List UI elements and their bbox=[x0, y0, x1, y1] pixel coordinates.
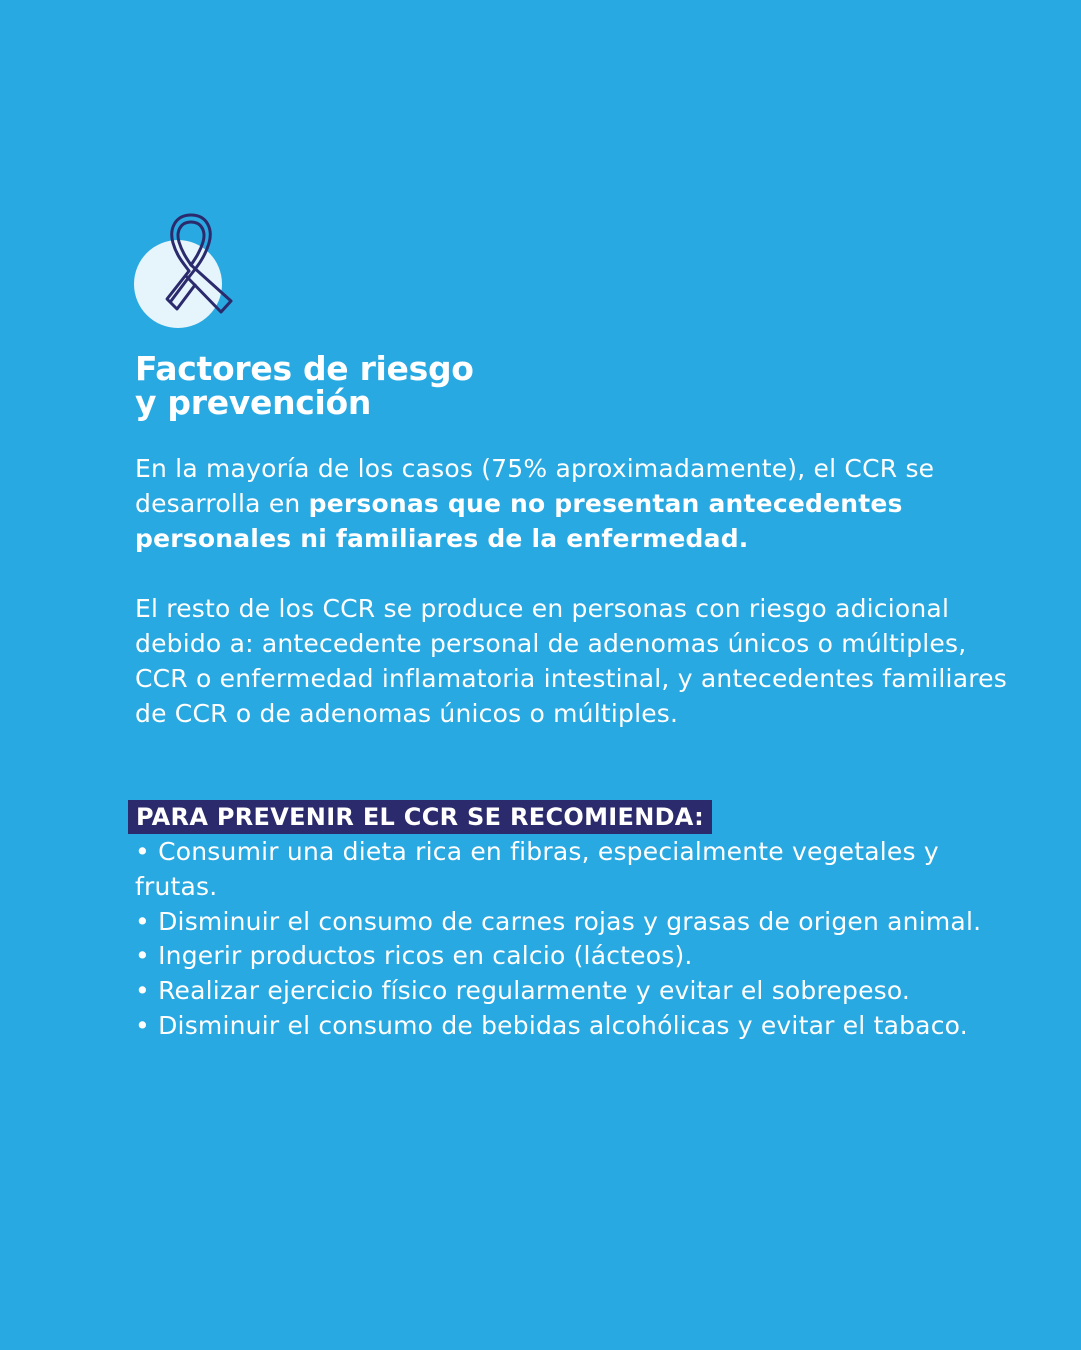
title-line-2: y prevención bbox=[135, 383, 372, 422]
intro-paragraph bbox=[135, 451, 1015, 556]
bullet-icon: • bbox=[135, 837, 150, 866]
list-item bbox=[135, 835, 1015, 905]
risk-paragraph: El resto de los CCR se produce en personas con riesgo adicional debido a: antecedente personal de adenomas únicos o múltiples, CCR o enfermedad inflamatoria intestinal, y antecedentes familiares de CCR o de adenomas únicos o múltiples. bbox=[135, 594, 1007, 728]
list-item bbox=[135, 939, 1015, 974]
recommendations-header: PARA PREVENIR EL CCR SE RECOMIENDA: bbox=[128, 800, 712, 834]
bullet-icon: • bbox=[135, 906, 150, 936]
bullet-icon: • bbox=[135, 1010, 150, 1040]
list-item-text: Ingerir productos ricos en calcio (lácteos). bbox=[158, 941, 693, 971]
list-item-text: Disminuir el consumo de carnes rojas y grasas de origen animal. bbox=[158, 906, 982, 936]
list-item-text: Disminuir el consumo de bebidas alcohólicas y evitar el tabaco. bbox=[158, 1010, 968, 1040]
list-item-text: Consumir una dieta rica en fibras, especialmente vegetales y frutas. bbox=[135, 837, 939, 901]
recommendations-list bbox=[135, 835, 1015, 1044]
list-item bbox=[135, 1009, 1015, 1044]
list-item bbox=[135, 905, 1015, 940]
list-item-text: Realizar ejercicio físico regularmente y evitar el sobrepeso. bbox=[158, 976, 911, 1006]
awareness-ribbon-icon bbox=[133, 205, 243, 330]
page-title bbox=[135, 349, 474, 422]
list-item bbox=[135, 974, 1015, 1009]
bullet-icon: • bbox=[135, 941, 150, 971]
bullet-icon: • bbox=[135, 976, 150, 1006]
intro-bold-text: personas que no presentan antecedentes personales ni familiares de la enfermedad. bbox=[135, 489, 903, 553]
intro-text: En la mayoría de los casos (75% aproximadamente), el CCR se desarrolla en bbox=[135, 454, 935, 518]
title-line-1: Factores de riesgo bbox=[135, 349, 474, 388]
